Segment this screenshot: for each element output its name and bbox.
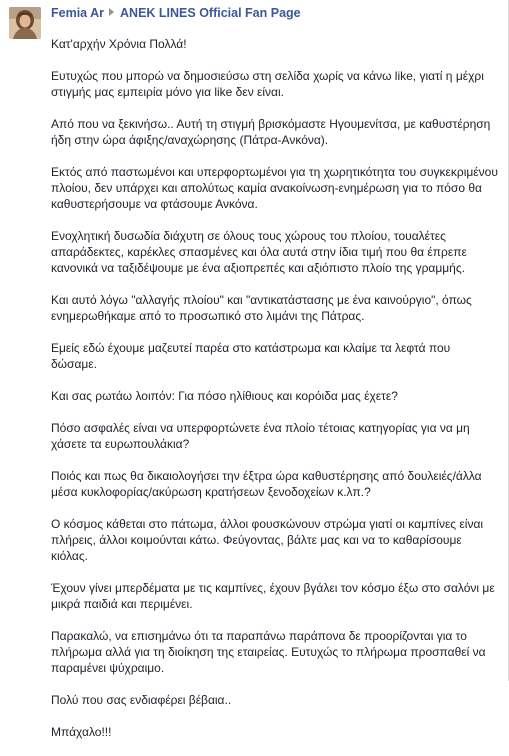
post-paragraph: Κατ'αρχήν Χρόνια Πολλά! <box>51 37 187 51</box>
post-body <box>51 36 499 756</box>
post-paragraph: Παρακαλώ, να επισημάνω ότι τα παραπάνω παράπονα δε προορίζονται για το πλήρωμα αλλά για τη διοίκηση της εταιρείας. Ευτυχώς το πλήρωμα προσπαθεί να παραμένει ψύχραιμο. <box>51 629 486 675</box>
post-paragraph: Πόσο ασφαλές είναι να υπερφορτώνετε ένα πλοίο τέτοιας κατηγορίας για να μη χάσετε τα ευρωπουλάκια? <box>51 421 470 451</box>
post-header <box>51 6 301 20</box>
avatar[interactable] <box>9 7 41 39</box>
right-triangle-arrow-icon <box>109 8 114 16</box>
post-paragraph: Εμείς εδώ έχουμε μαζευτεί παρέα στο κατάστρωμα και κλαίμε τα λεφτά που δώσαμε. <box>51 341 451 371</box>
post-paragraph: Εκτός από παστωμένοι και υπερφορτωμένοι για τη χωρητικότητα του συγκεκριμένου πλοίου, δεν υπάρχει και απολύτως καμία ανακοίνωση-ενημέρωση για το πόσο θα καθυστερήσουμε να φτάσουμε Ανκόνα. <box>51 165 498 211</box>
page-name-link[interactable]: ANEK LINES Official Fan Page <box>120 6 301 20</box>
post-paragraph: Και σας ρωτάω λοιπόν: Για πόσο ηλίθιους και κορόιδα μας έχετε? <box>51 389 398 403</box>
post-paragraph: Μπάχαλο!!! <box>51 725 112 739</box>
post-paragraph: Πολύ που σας ενδιαφέρει βέβαια.. <box>51 693 232 707</box>
post-paragraph: Ο κόσμος κάθεται στο πάτωμα, άλλοι φουσκώνουν στρώμα γιατί οι καμπίνες είναι πλήρεις, άλλοι κοιμούνται κάτω. Φεύγοντας, βάλτε μας και να το καθαρίσουμε κιόλας. <box>51 517 484 563</box>
post-paragraph: Ευτυχώς που μπορώ να δημοσιεύσω στη σελίδα χωρίς να κάνω like, γιατί η μέχρι στιγμής μας εμπειρία μόνο για like δεν είναι. <box>51 69 484 99</box>
author-name-link[interactable]: Femia Ar <box>51 6 105 20</box>
post-paragraph: Και αυτό λόγω "αλλαγής πλοίου" και "αντικατάστασης με ένα καινούργιο", όπως ενημερωθήκαμε από το προσωπικό στο λιμάνι της Πάτρας. <box>51 293 472 323</box>
profile-photo-icon <box>9 7 41 39</box>
post-paragraph: Ποιός και πως θα δικαιολογήσει την έξτρα ώρα καθυστέρησης από δουλειές/άλλα μέσα κυκλοφορίας/ακύρωση κρατήσεων ξενοδοχείων κ.λπ.? <box>51 469 482 499</box>
post-paragraph: Έχουν γίνει μπερδέματα με τις καμπίνες, έχουν βγάλει τον κόσμο έξω στο σαλόνι με μικρά παιδιά και περιμένει. <box>51 581 495 611</box>
post-paragraph: Από που να ξεκινήσω.. Αυτή τη στιγμή βρισκόμαστε Ηγουμενίτσα, με καθυστέρηση ήδη στην ώρα άφιξης/αναχώρησης (Πάτρα-Ανκόνα). <box>51 117 491 147</box>
post-paragraph: Ενοχλητική δυσωδία διάχυτη σε όλους τους χώρους του πλοίου, τουαλέτες απαράδεκτες, καρέκλες σπασμένες και όλα αυτά στην ίδια τιμή που θα έπρεπε κανονικά να ταξιδέψουμε με ένα αξιοπρεπές και αξιόπιστο πλοίο της γραμμής. <box>51 229 467 275</box>
